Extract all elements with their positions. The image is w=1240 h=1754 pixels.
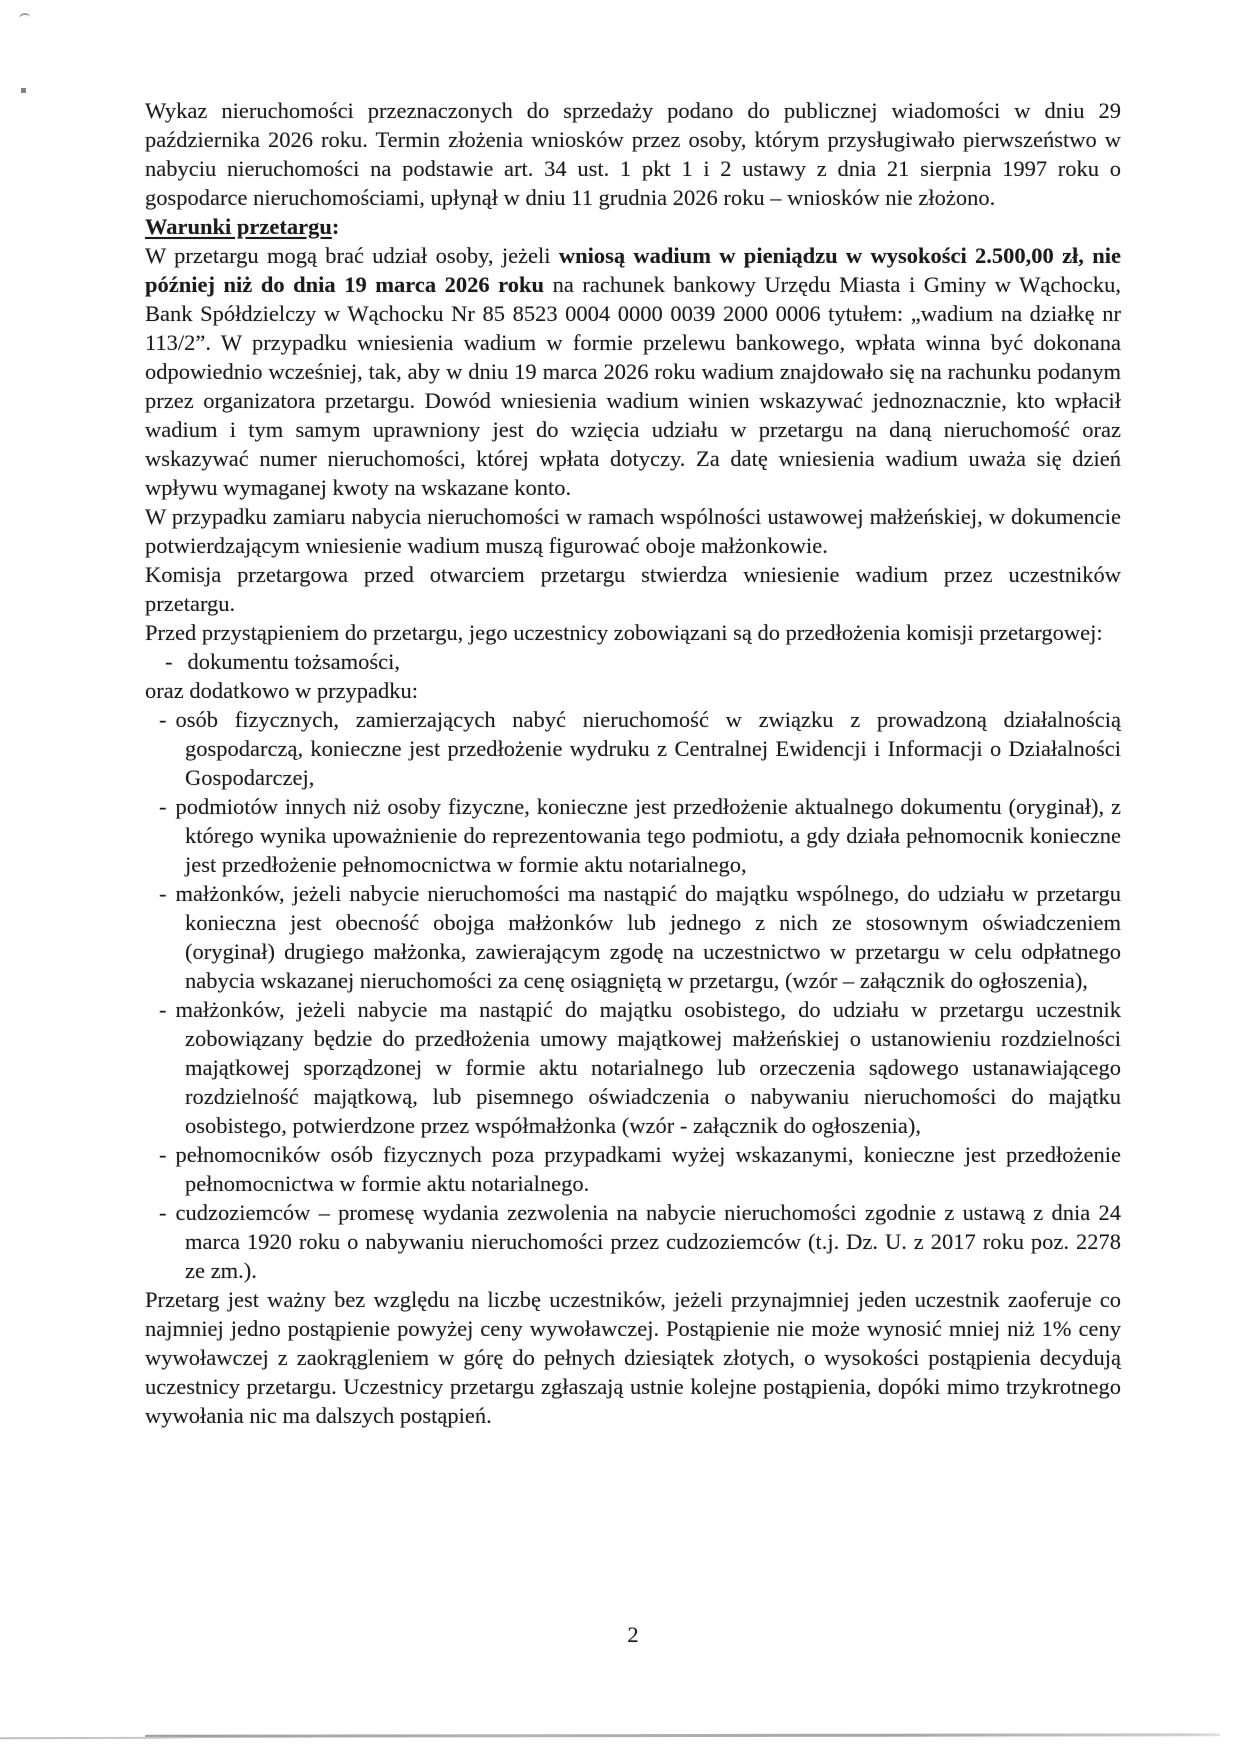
list-item-spouses-personal-property (145, 995, 1121, 1140)
intro-paragraph: Wykaz nieruchomości przeznaczonych do sprzedaży podano do publicznej wiadomości w dniu 29 października 2026 roku. Termin złożenia wniosków przez osoby, którym przysługiwało pierwszeństwo w nabyciu nieruchomości na podstawie art. 34 ust. 1 pkt 1 i 2 ustawy z dnia 21 sierpnia 1997 roku o gospodarce nieruchomościami, upłynął w dniu 11 grudnia 2026 roku – wniosków nie złożono. (145, 98, 1121, 210)
list-item-spouses-joint-property (145, 879, 1121, 995)
list-item-text: pełnomocników osób fizycznych poza przypadkami wyżej wskazanymi, konieczne jest przedłożenie pełnomocnictwa w formie aktu notarialnego. (175, 1142, 1121, 1196)
page-number: 2 (627, 1622, 639, 1647)
commission-note-paragraph: Komisja przetargowa przed otwarciem przetargu stwierdza wniesienie wadium przez uczestników przetargu. (145, 562, 1121, 616)
list-item-text: dokumentu tożsamości, (187, 649, 400, 674)
scan-speck-squiggle (19, 12, 31, 19)
bullet-dash: - (159, 1142, 167, 1167)
scan-speck-dot (21, 88, 26, 93)
list-item-foreigners (145, 1198, 1121, 1285)
wadium-details: na rachunek bankowy Urzędu Miasta i Gminy w Wąchocku, Bank Spółdzielczy w Wąchocku Nr 85 8523 0004 0000 0039 2000 0006 tytułem: „wadium na działkę nr 113/2”. W przypadku wniesienia wadium w formie przelewu bankowego, wpłata winna być dokonana odpowiednio wcześniej, tak, aby w dniu 19 marca 2026 roku wadium znajdowało się na rachunku podanym przez organizatora przetargu. Dowód wniesienia wadium winien wskazywać jednoznacznie, kto wpłacił wadium i tym samym uprawniony jest do wzięcia udziału w przetargu na daną nieruchomość oraz wskazywać numer nieruchomości, której wpłata dotyczy. Za datę wniesienia wadium uważa się dzień wpływu wymaganej kwoty na wskazane konto. (145, 272, 1121, 500)
scan-edge-line-main (145, 1733, 1220, 1738)
list-item-natural-persons (145, 705, 1121, 792)
section-heading-text: Warunki przetargu (145, 214, 332, 239)
additional-intro-paragraph: oraz dodatkowo w przypadku: (145, 678, 419, 703)
bullet-dash: - (159, 1200, 167, 1225)
validity-paragraph: Przetarg jest ważny bez względu na liczbę uczestników, jeżeli przynajmniej jeden uczestnik zaoferuje co najmniej jedno postąpienie powyżej ceny wywoławczej. Postąpienie nie może wynosić mniej niż 1% ceny wywoławczej z zaokrągleniem w górę do pełnych dziesiątek złotych, o wysokości postąpienia decydują uczestnicy przetargu. Uczestnicy przetargu zgłaszają ustnie kolejne postąpienia, dopóki mimo trzykrotnego wywołania nic ma dalszych postąpień. (145, 1287, 1121, 1428)
document-body (145, 96, 1121, 1430)
list-item-text: podmiotów innych niż osoby fizyczne, konieczne jest przedłożenie aktualnego dokumentu (oryginał), z którego wynika upoważnienie do reprezentowania tego podmiotu, a gdy działa pełnomocnik konieczne jest przedłożenie pełnomocnictwa w formie aktu notarialnego, (175, 794, 1121, 877)
section-heading (145, 212, 1121, 241)
bullet-dash: - (159, 997, 167, 1022)
list-item-identity (145, 647, 1121, 676)
list-item-proxies (145, 1140, 1121, 1198)
bullet-dash: - (165, 649, 173, 674)
marriage-note-paragraph: W przypadku zamiaru nabycia nieruchomości w ramach wspólności ustawowej małżeńskiej, w dokumencie potwierdzającym wniesienie wadium muszą figurować oboje małżonkowie. (145, 504, 1121, 558)
requirements-intro-paragraph: Przed przystąpieniem do przetargu, jego uczestnicy zobowiązani są do przedłożenia komisji przetargowej: (145, 620, 1103, 645)
scan-edge-line-left (0, 1737, 200, 1740)
scan-edge-line (0, 1733, 1240, 1739)
bullet-dash: - (159, 707, 167, 732)
wadium-paragraph (145, 241, 1121, 502)
section-heading-colon: : (331, 214, 340, 239)
list-item-other-entities (145, 792, 1121, 879)
wadium-lead: W przetargu mogą brać udział osoby, jeżeli (145, 243, 559, 268)
list-item-text: małżonków, jeżeli nabycie ma nastąpić do majątku osobistego, do udziału w przetargu uczestnik zobowiązany będzie do przedłożenia umowy majątkowej małżeńskiej o ustanowieniu rozdzielności majątkowej sporządzonej w formie aktu notarialnego lub orzeczenia sądowego ustanawiającego rozdzielność majątkową, lub pisemnego oświadczenia o nabywaniu nieruchomości do majątku osobistego, potwierdzone przez współmałżonka (wzór - załącznik do ogłoszenia), (175, 997, 1121, 1138)
list-item-text: małżonków, jeżeli nabycie nieruchomości ma nastąpić do majątku wspólnego, do udziału w przetargu konieczna jest obecność obojga małżonków lub jednego z nich ze stosownym oświadczeniem (oryginał) drugiego małżonka, zawierającym zgodę na uczestnictwo w przetargu w celu odpłatnego nabycia wskazanej nieruchomości za cenę osiągniętą w przetargu, (wzór – załącznik do ogłoszenia), (175, 881, 1121, 993)
wadium-amount-deadline: wniosą wadium w pieniądzu w wysokości 2.500,00 zł, nie później niż do dnia 19 marca 2026 roku (145, 243, 1121, 297)
list-item-text: osób fizycznych, zamierzających nabyć nieruchomość w związku z prowadzoną działalnością gospodarczą, konieczne jest przedłożenie wydruku z Centralnej Ewidencji i Informacji o Działalności Gospodarczej, (175, 707, 1121, 790)
bullet-dash: - (159, 794, 167, 819)
bullet-dash: - (159, 881, 167, 906)
list-item-text: cudzoziemców – promesę wydania zezwolenia na nabycie nieruchomości zgodnie z ustawą z dnia 24 marca 1920 roku o nabywaniu nieruchomości przez cudzoziemców (t.j. Dz. U. z 2017 roku poz. 2278 ze zm.). (175, 1200, 1121, 1283)
